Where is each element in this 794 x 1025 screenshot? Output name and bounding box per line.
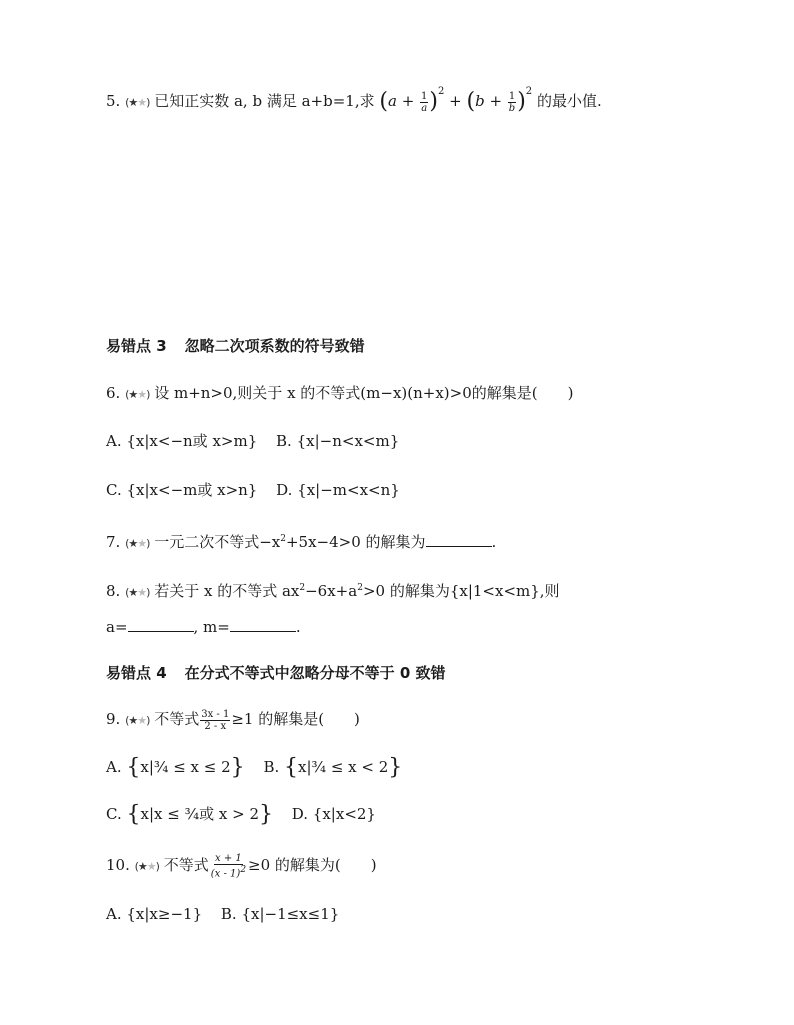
question-7-text: 一元二次不等式−x <box>154 533 281 551</box>
difficulty-stars-icon: (★★) <box>125 388 150 401</box>
section-heading-3 <box>106 335 365 357</box>
question-8-line2: a= , m= . <box>106 618 301 636</box>
section-3-title: 忽略二次项系数的符号致错 <box>184 337 365 355</box>
question-5 <box>106 86 602 115</box>
question-5-text: 已知正实数 a, b 满足 a+b=1,求 <box>154 92 375 110</box>
answer-blank-m[interactable] <box>230 616 296 632</box>
question-7: 7. (★★) 一元二次不等式$-x^2+5x-4>0$ 的解集为 . <box>106 533 497 551</box>
question-10-number: 10. <box>106 856 130 875</box>
option-a: {x|¾ ≤ x ≤ 2} <box>126 755 245 780</box>
section-heading-4 <box>106 662 446 684</box>
difficulty-stars-icon: (★★) <box>125 714 150 727</box>
section-3-label: 易错点 3 <box>106 337 167 355</box>
question-10: 10. (★★) 不等式 $\frac{x + 1}{(x - 1)2}$ ≥0 的解集为( ) <box>106 853 377 880</box>
option-c: {x|x ≤ ¾或 x > 2} <box>126 802 273 827</box>
difficulty-stars-icon: (★★) <box>125 586 150 599</box>
option-b: {x|¾ ≤ x < 2} <box>284 755 403 780</box>
question-9: 9. (★★) 不等式 $\frac{3x - 1}{2 - x}$ ≥1 的解集是( ) <box>106 708 360 732</box>
question-9-options-ab: A. {x|¾ ≤ x ≤ 2} B. {x|¾ ≤ x < 2} <box>106 755 403 780</box>
question-9-fraction: $\frac{3x - 1}{2 - x}$ <box>201 708 230 732</box>
question-5-number: 5. <box>106 92 121 110</box>
option-b: B. {x|−n<x<m} <box>276 432 400 450</box>
difficulty-stars-icon: (★★) <box>125 96 150 109</box>
question-6-number: 6. <box>106 384 121 402</box>
question-8-text: 若关于 x 的不等式 ax <box>154 582 300 600</box>
question-6-options-cd <box>106 479 400 501</box>
option-d: D. {x|x<2} <box>291 805 376 823</box>
section-4-label: 易错点 4 <box>106 664 167 682</box>
question-9-number: 9. <box>106 710 121 728</box>
question-7-number: 7. <box>106 533 121 551</box>
answer-blank-a[interactable] <box>128 616 194 632</box>
question-6-options-ab <box>106 430 399 452</box>
section-4-title: 在分式不等式中忽略分母不等于 0 致错 <box>184 664 446 682</box>
question-6 <box>106 382 573 406</box>
question-10-options <box>106 903 339 925</box>
question-8: 8. (★★) 若关于 x 的不等式 $ax^2-6x+a^2>0$ 的解集为{x|1<x<m},则 <box>106 582 560 600</box>
option-d: D. {x|−m<x<n} <box>276 481 400 499</box>
difficulty-stars-icon: (★★) <box>134 860 159 874</box>
option-a: A. {x|x≥−1} <box>106 905 203 923</box>
difficulty-stars-icon: (★★) <box>125 537 150 550</box>
option-b: B. {x|−1≤x≤1} <box>220 905 340 923</box>
question-8-number: 8. <box>106 582 121 600</box>
option-a: A. {x|x<−n或 x>m} <box>106 432 258 450</box>
question-6-text: 设 m+n>0,则关于 x 的不等式(m−x)(n+x)>0的解集是( ) <box>154 384 574 402</box>
question-9-options-cd: C. {x|x ≤ ¾或 x > 2} D. {x|x<2} <box>106 802 376 827</box>
question-10-fraction: $\frac{x + 1}{(x - 1)2}$ <box>210 853 247 880</box>
option-c: C. {x|x<−m或 x>n} <box>106 481 258 499</box>
question-5-suffix: 的最小值. <box>536 92 602 110</box>
answer-blank[interactable] <box>426 531 492 547</box>
question-5-expression: (a + $\frac{1}{a}$ )$^2$ + (b + $\frac{1}{b}$ )$^2$ <box>379 86 533 114</box>
